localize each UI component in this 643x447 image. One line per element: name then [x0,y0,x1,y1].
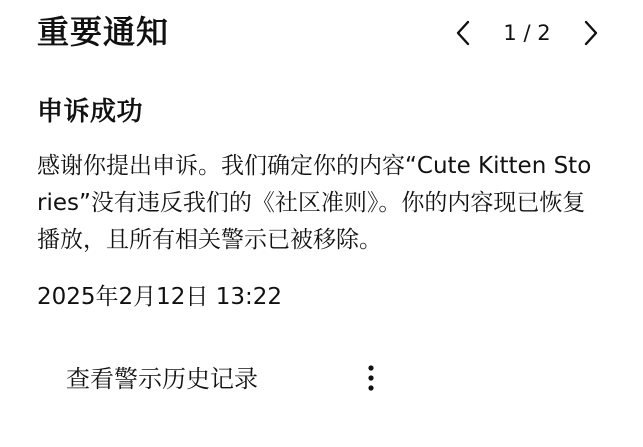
more-vertical-icon [367,364,375,396]
next-button[interactable] [575,16,607,50]
previous-button[interactable] [447,16,479,50]
page-title: 重要通知 [37,13,170,51]
notification-header [37,10,607,56]
notice-heading: 申诉成功 [37,97,144,127]
notice-message: 感谢你提出申诉。我们确定你的内容“Cute Kitten Stories”没有违反我们的《社区准则》。你的内容现已恢复播放，且所有相关警示已被移除。 [37,153,592,253]
view-strike-history-button[interactable]: 查看警示历史记录 [66,365,258,393]
more-options-button[interactable] [356,362,386,398]
chevron-left-icon [455,20,471,46]
chevron-right-icon [583,20,599,46]
notice-timestamp: 2025年2月12日 13:22 [37,284,283,310]
pager [447,10,607,56]
page-indicator: 1 / 2 [503,21,551,45]
